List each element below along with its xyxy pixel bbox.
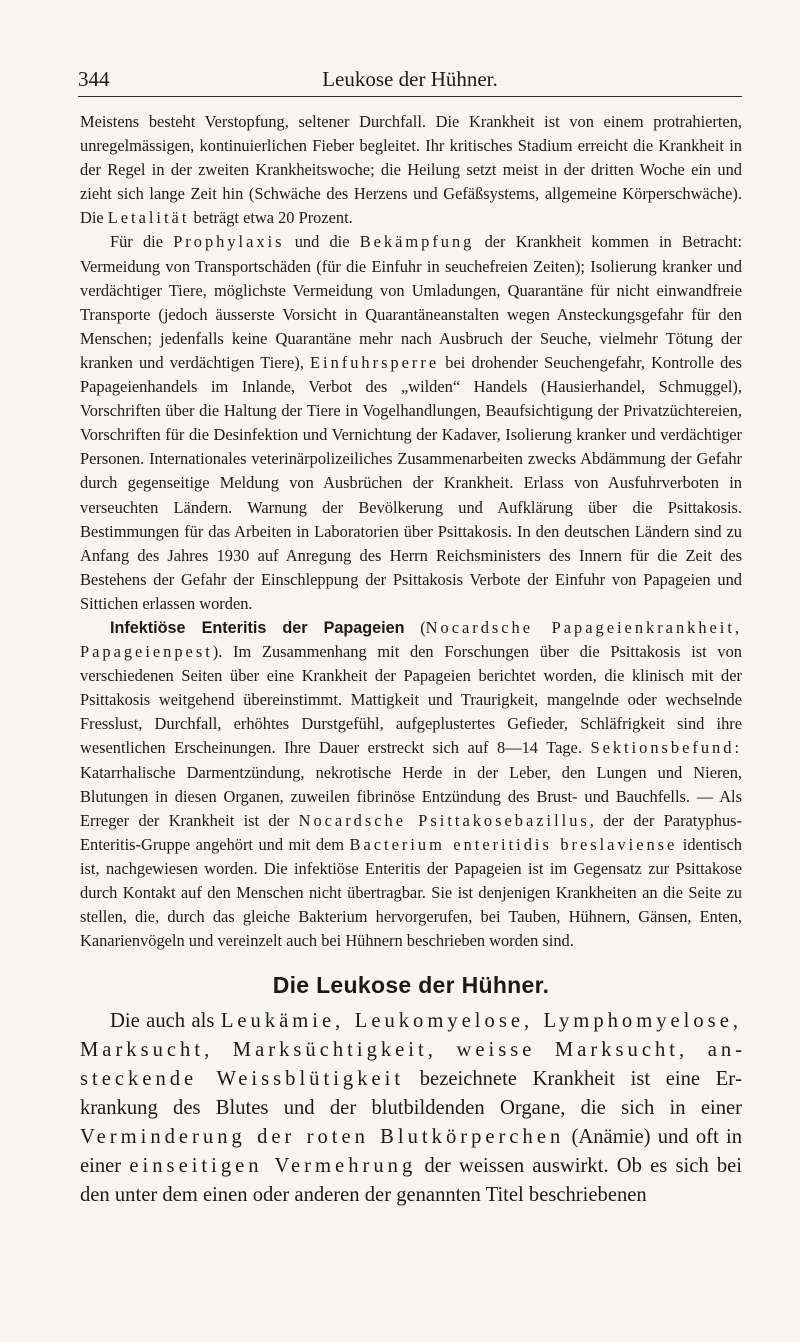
- spaced-term: einseitigen Vermehrung: [129, 1155, 417, 1178]
- paragraph-prophylaxis: Für die Prophylaxis und die Bekämpfung der Krankheit kommen in Betracht: Vermeidung von Transportschäden (für die Einfuhr in seuchefreien Zeiten); Isolierung kranker und verdächtiger Tiere, möglichste Vermeidung von Umladungen, Quarantäne für nicht einwandfreie Transporte (jedoch äusserste Vorsicht in Quarantäneanstalten wegen Ansteckungsgefahr für den Menschen; jedenfalls keine Quarantäne mehr nach Ausbruch der Seuche, vielmehr Tötung der kranken und verdächtigen Tiere), Einfuhrsperre bei drohender Seuchengefahr, Kontrolle des Papageienhandels im Inlande, Verbot des „wilden“ Handels (Hausierhandel, Schmuggel), Vorschriften über die Haltung der Tiere in Vogelhandlungen, Beaufsichtigung der Privatzüchtereien, Vorschriften für die Desinfektion und Vernichtung der Kadaver, Isolierung kranker und verdächtiger Personen. Internationales veterinärpolizeiliches Zusammenarbeiten zwecks Abdämmung der Gefahr durch gegenseitige Meldung von Ausbrüchen der Krankheit. Erlass von Ausfuhrverboten in verseuchten Ländern. Warnung der Bevölkerung und Aufklärung über die Psittakosis. Bestimmungen für das Arbeiten in Laboratorien über Psittakosis. In den deutschen Ländern sind zu Anfang des Jahres 1930 auf Anregung des Herrn Reichsministers des Innern für die Zeit des Bestehens der Gefahr der Einschleppung der Psittakosis Verbote der Einfuhr von Papageien und Sittichen erlassen worden.: [80, 232, 742, 613]
- spaced-term: Letalität: [107, 208, 190, 228]
- page-number: 344: [78, 67, 110, 91]
- spaced-term: Bacterium enteritidis breslaviense: [349, 834, 678, 854]
- spaced-term: Leukämie, Leukomyelose, Lymphomyelose, Marksucht, Marksüchtigkeit, weisse Marksucht, ansteckende Weissblütigkeit: [80, 1010, 742, 1091]
- section-title: Die Leukose der Hühner.: [272, 972, 550, 999]
- body-text: [80, 110, 742, 1210]
- spaced-term: Verminderung der roten Blutkörperchen: [80, 1126, 565, 1149]
- paragraph-symptoms: Meistens besteht Verstopfung, seltener Durchfall. Die Krankheit ist von einem protrahierten, unregelmässigen, kontinuierlichen Fieber begleitet. Ihr kritisches Stadium erreicht die Krankheit in der Regel in der zweiten Krankheitswoche; die Heilung setzt meist in der dritten Woche ein und zieht sich lange Zeit hin (Schwäche des Herzens und Gefäßsystems, allgemeine Körperschwäche). Die Letalität beträgt etwa 20 Prozent.: [80, 112, 742, 228]
- run-in-heading: Infektiöse Enteritis der Papageien: [110, 618, 405, 637]
- paragraph-leukose: Die auch als Leukämie, Leukomyelose, Lymphomyelose, Marksucht, Marksüchtigkeit, weisse Marksucht, ansteckende Weissblütigkeit bezeichnete Krankheit ist eine Erkrankung des Blutes und der blutbildenden Organe, die sich in einer Verminderung der roten Blutkörperchen (Anämie) und oft in einer einseitigen Vermehrung der weissen auswirkt. Ob es sich bei den unter dem einen oder anderen der genannten Titel beschriebenen: [80, 1010, 743, 1207]
- running-head: Leukose der Hühner.: [322, 67, 498, 91]
- paragraph-enteritis: Infektiöse Enteritis der Papageien (Nocardsche Papageienkrankheit, Papageienpest). Im Zusammenhang mit den Forschungen über die Psittakosis ist von verschiedenen Seiten über eine Krankheit der Papageien berichtet worden, die klinisch mit der Psittakosis weitgehend übereinstimmt. Mattigkeit und Traurigkeit, mangelnde oder wechselnde Fresslust, Durchfall, erhöhtes Durstgefühl, aufgeplustertes Gefieder, Schläfrigkeit sind ihre wesentlichen Erscheinungen. Ihre Dauer erstreckt sich auf 8—14 Tage. Sektionsbefund: Katarrhalische Darmentzündung, nekrotische Herde in der Leber, den Lungen und Nieren, Blutungen in diesen Organen, zuweilen fibrinöse Entzündung des Brust- und Bauchfells. — Als Erreger der Krankheit ist der Nocardsche Psittakosebazillus, der der Paratyphus-Enteritis-Gruppe angehört und mit dem Bacterium enteritidis breslaviense identisch ist, nachgewiesen worden. Die infektiöse Enteritis der Papageien ist im Gegensatz zur Psittakose durch Kontakt auf den Menschen nicht übertragbar. Sie ist denjenigen Krankheiten an die Seite zu stellen, die, durch das gleiche Bakterium hervorgerufen, bei Tauben, Hühnern, Gänsen, Enten, Kanarienvögeln und vereinzelt auch bei Hühnern beschrieben worden sind.: [80, 617, 743, 951]
- spaced-term: Sektionsbefund:: [590, 738, 742, 758]
- spaced-term: Prophylaxis: [173, 232, 285, 252]
- spaced-term: Einfuhrsperre: [310, 352, 440, 372]
- spaced-term: Nocardsche Psittakosebazillus: [298, 810, 590, 830]
- page-header: [78, 66, 742, 97]
- spaced-term: Nocardsche Papageienkrankheit, Papageienpest: [80, 617, 743, 662]
- spaced-term: Bekämpfung: [359, 232, 475, 252]
